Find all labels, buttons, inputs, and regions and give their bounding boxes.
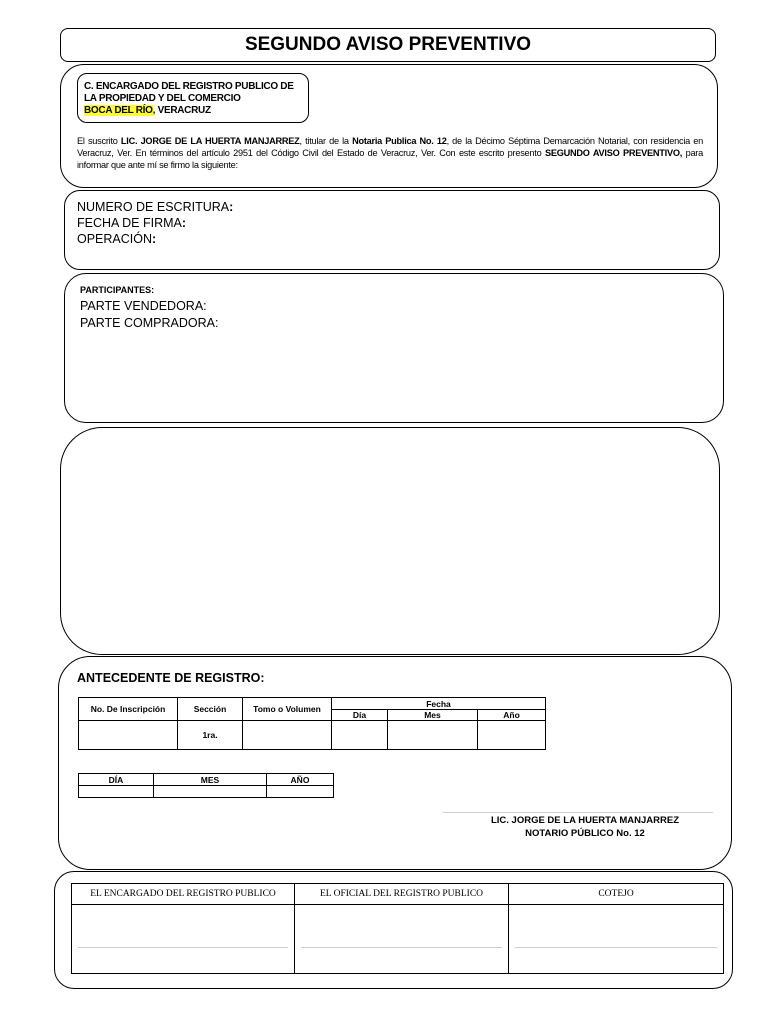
verification-signature-cell[interactable] — [509, 905, 724, 974]
header-inscription: No. De Inscripción — [79, 698, 178, 721]
intro-paragraph — [77, 135, 703, 171]
registry-signatures-section — [54, 871, 733, 989]
intro-text-1: El suscrito — [77, 136, 121, 146]
notary-signature-line — [443, 812, 713, 813]
registry-background-title: ANTECEDENTE DE REGISTRO: — [77, 671, 265, 685]
cell-section[interactable]: 1ra. — [178, 721, 243, 750]
verification-signature-line — [515, 947, 717, 948]
intro-section — [60, 64, 718, 188]
registrar-signature-cell[interactable] — [72, 905, 295, 974]
header-section: Sección — [178, 698, 243, 721]
header-year: Año — [478, 710, 546, 721]
buyer-label: PARTE COMPRADORA: — [80, 316, 219, 330]
recipient-line-3 — [84, 105, 308, 117]
operation-label: OPERACIÓN — [77, 232, 153, 246]
registry-table — [78, 697, 546, 750]
cell-month[interactable] — [388, 721, 478, 750]
header-day: Día — [332, 710, 388, 721]
deed-number-field — [77, 199, 233, 215]
header-volume: Tomo o Volumen — [243, 698, 332, 721]
date-cell-month[interactable] — [154, 786, 267, 798]
registry-background-section — [58, 656, 732, 870]
cell-year[interactable] — [478, 721, 546, 750]
registry-officer-signature-cell[interactable] — [295, 905, 509, 974]
registrar-signature-line — [78, 947, 288, 948]
cell-volume[interactable] — [243, 721, 332, 750]
notary-name: LIC. JORGE DE LA HUERTA MANJARREZ — [490, 815, 680, 826]
cell-day[interactable] — [332, 721, 388, 750]
date-header-month: MES — [154, 774, 267, 786]
header-date: Fecha — [332, 698, 546, 710]
deed-number-colon: : — [229, 200, 234, 214]
recipient-line-2: LA PROPIEDAD Y DEL COMERCIO — [84, 93, 241, 104]
signing-date-label: FECHA DE FIRMA — [77, 216, 182, 230]
registry-officer-signature-line — [301, 947, 502, 948]
operation-field — [77, 231, 233, 247]
participants-heading: PARTICIPANTES: — [80, 285, 155, 295]
recipient-address — [77, 73, 309, 123]
date-header-day: DÍA — [79, 774, 154, 786]
deed-info-section — [64, 190, 720, 270]
registrar-header: EL ENCARGADO DEL REGISTRO PUBLICO — [72, 884, 295, 905]
date-cell-day[interactable] — [79, 786, 154, 798]
notary-signature-block — [443, 814, 727, 840]
deed-number-label: NUMERO DE ESCRITURA — [77, 200, 230, 214]
notary-title: NOTARIO PÚBLICO No. 12 — [525, 828, 645, 839]
recipient-city: BOCA DEL RÍO — [84, 105, 153, 116]
intro-notice-name: SEGUNDO AVISO PREVENTIVO, — [544, 148, 683, 158]
date-table — [78, 773, 334, 798]
seller-label: PARTE VENDEDORA: — [80, 299, 207, 313]
registry-officer-header: EL OFICIAL DEL REGISTRO PUBLICO — [295, 884, 509, 905]
intro-text-2: , titular de la — [299, 136, 353, 146]
registry-signatures-table — [71, 883, 724, 974]
page-title-box — [60, 28, 716, 62]
date-cell-year[interactable] — [267, 786, 334, 798]
cell-inscription[interactable] — [79, 721, 178, 750]
intro-notary-number: Notaria Publica No. 12 — [352, 136, 447, 146]
blank-section — [60, 427, 720, 655]
intro-text-4: para informar que ante mí se firmo la siguiente: — [77, 148, 703, 170]
verification-header: COTEJO — [509, 884, 724, 905]
page-title: SEGUNDO AVISO PREVENTIVO — [244, 34, 532, 55]
header-month: Mes — [388, 710, 478, 721]
signing-date-colon: : — [181, 216, 187, 230]
intro-text-3: , de la Décimo Séptima Demarcación Notarial, con residencia en Veracruz, Ver. En términos del artículo 2951 del Código Civil del Estado de Veracruz, Ver. Con este escrito presento — [77, 136, 703, 158]
signing-date-field — [77, 215, 233, 231]
recipient-line-1: C. ENCARGADO DEL REGISTRO PUBLICO DE — [84, 81, 294, 92]
date-header-year: AÑO — [267, 774, 334, 786]
participants-section — [64, 273, 724, 423]
operation-colon: : — [152, 232, 157, 246]
recipient-state: , VERACRUZ — [152, 105, 211, 116]
intro-notary-name: LIC. JORGE DE LA HUERTA MANJARREZ — [120, 136, 300, 146]
